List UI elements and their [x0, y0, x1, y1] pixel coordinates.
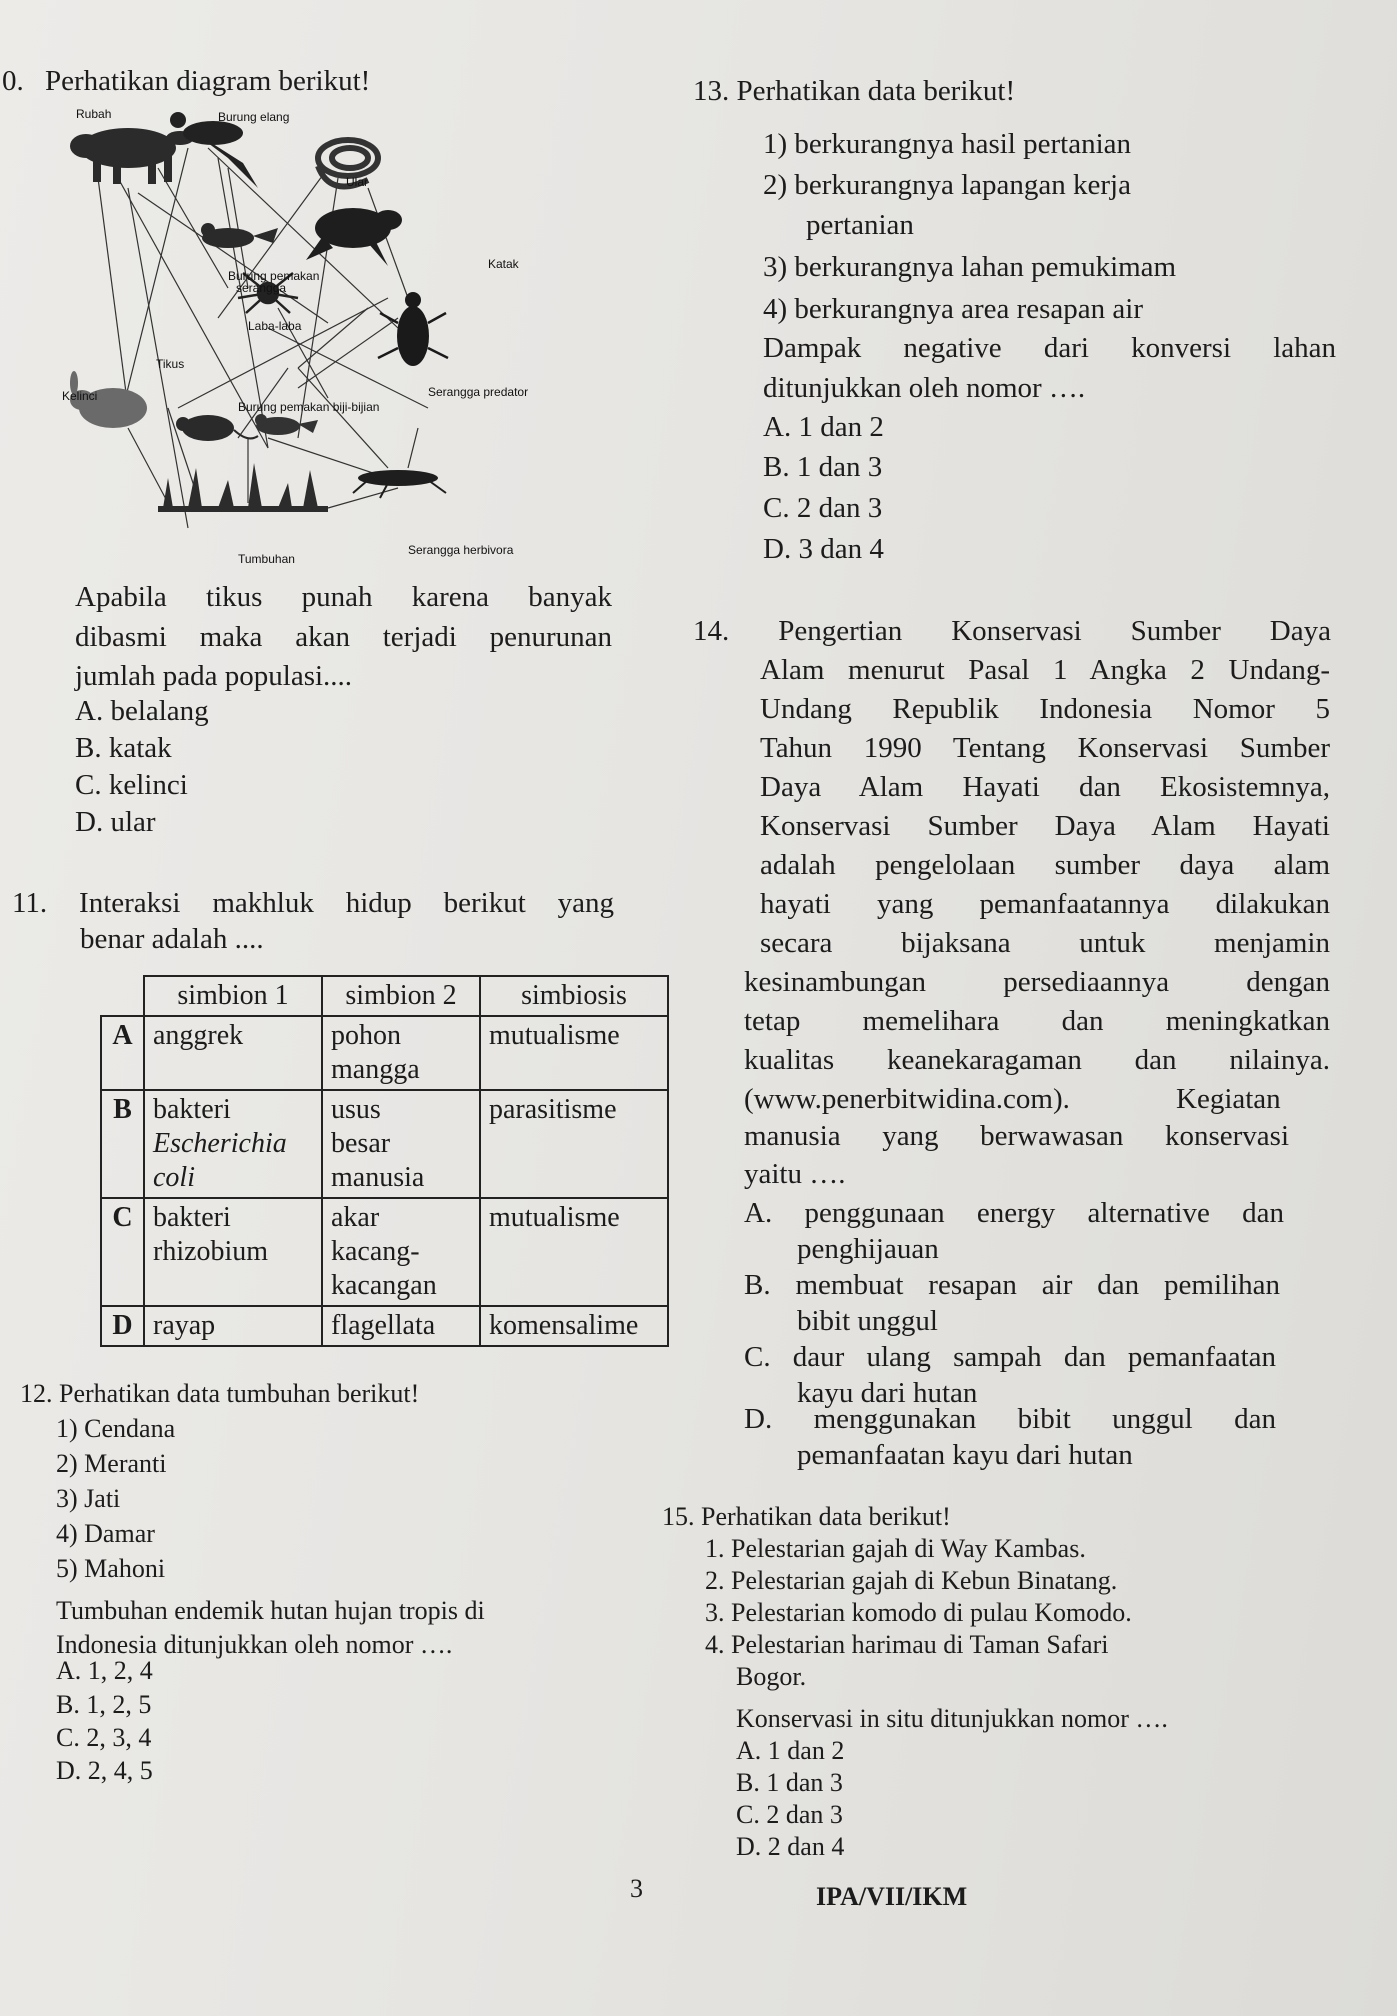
- q13-option-a: A. 1 dan 2: [763, 411, 884, 443]
- q14-line: Konservasi Sumber Daya Alam Hayati: [760, 810, 1330, 842]
- q14-option-c: C. daur ulang sampah dan pemanfaatan: [744, 1341, 1276, 1373]
- q14-line: tetap memelihara dan meningkatkan: [744, 1005, 1330, 1037]
- q14-line: Tahun 1990 Tentang Konservasi Sumber: [760, 732, 1330, 764]
- table-row: [101, 1016, 668, 1090]
- label-tumbuhan: Tumbuhan: [238, 552, 295, 566]
- q13-item: 4) berkurangnya area resapan air: [763, 293, 1144, 325]
- herbivore-insect-icon: [353, 470, 446, 498]
- row-simbion-2-line: usus: [331, 1094, 381, 1125]
- q10-stem-line-3: jumlah pada populasi....: [75, 660, 353, 692]
- q12-item: 3) Jati: [56, 1484, 121, 1513]
- row-key: D: [101, 1306, 144, 1346]
- q14-tail-line-1: manusia yang berwawasan konservasi: [744, 1120, 1289, 1152]
- header-simbion-1: simbion 1: [144, 976, 322, 1016]
- row-simbion-2: [322, 1016, 480, 1090]
- row-simbion-2-line: manusia: [331, 1162, 425, 1193]
- q14-option-a: A. penggunaan energy alternative dan: [744, 1197, 1284, 1229]
- row-simbion-2-line: pohon: [331, 1020, 401, 1051]
- row-simbion-2-line: akar: [331, 1202, 380, 1233]
- row-simbion-2: [322, 1090, 480, 1198]
- q13-stem-line-1: Dampak negative dari konversi lahan: [763, 332, 1336, 364]
- row-simbion-2-line: kacang-: [331, 1236, 420, 1267]
- row-simbion-1-line: bakteri: [153, 1094, 231, 1125]
- q14-link[interactable]: (www.penerbitwidina.com).: [744, 1083, 1070, 1115]
- row-simbion-2: flagellata: [322, 1306, 480, 1346]
- row-simbion-1-line: Escherichia: [153, 1128, 287, 1159]
- label-laba-laba: Laba-laba: [248, 319, 302, 333]
- q12-item: 5) Mahoni: [56, 1554, 166, 1583]
- q14-line: adalah pengelolaan sumber daya alam: [760, 849, 1330, 881]
- row-key: A: [101, 1016, 144, 1090]
- label-burung-pemakan-serangga-1: Burung pemakan: [228, 269, 320, 283]
- q13-item: 1) berkurangnya hasil pertanian: [763, 128, 1131, 160]
- q13-item: 3) berkurangnya lahan pemukimam: [763, 251, 1177, 283]
- q14-option-d: D. menggunakan bibit unggul dan: [744, 1403, 1276, 1435]
- q14-line: Alam menurut Pasal 1 Angka 2 Undang-: [760, 654, 1330, 686]
- q10-stem-line-1: Apabila tikus punah karena banyak: [75, 581, 612, 613]
- symbiosis-table: [100, 975, 669, 1347]
- q13-title: 13. Perhatikan data berikut!: [693, 75, 1016, 107]
- q14-line: 14. Pengertian Konservasi Sumber Daya: [693, 615, 1331, 647]
- table-row: [101, 1198, 668, 1306]
- seed-bird-icon: [255, 414, 318, 435]
- q15-item: 4. Pelestarian harimau di Taman Safari: [705, 1630, 1109, 1659]
- row-simbion-1: [144, 1198, 322, 1306]
- label-burung-pemakan-serangga-2: serangga: [236, 281, 287, 295]
- table-row: [101, 1306, 668, 1346]
- table-corner: [101, 976, 144, 1016]
- label-kelinci: Kelinci: [62, 389, 98, 403]
- label-serangga-predator: Serangga predator: [428, 385, 529, 399]
- q14-line: kualitas keanekaragaman dan nilainya.: [744, 1044, 1330, 1076]
- q15-option-c: C. 2 dan 3: [736, 1800, 843, 1829]
- row-simbion-1: rayap: [144, 1306, 322, 1346]
- q15-item: 1. Pelestarian gajah di Way Kambas.: [705, 1534, 1086, 1563]
- label-tikus: Tikus: [156, 357, 185, 371]
- page-number: 3: [630, 1874, 643, 1903]
- q11-line-2: benar adalah ....: [80, 923, 264, 955]
- row-simbion-1: anggrek: [144, 1016, 322, 1090]
- row-simbion-1-line: coli: [153, 1162, 195, 1193]
- q12-option-b: B. 1, 2, 5: [56, 1690, 152, 1719]
- label-serangga-herbivora: Serangga herbivora: [408, 543, 514, 557]
- q15-option-a: A. 1 dan 2: [736, 1736, 845, 1765]
- row-simbiosis: mutualisme: [480, 1016, 668, 1090]
- row-simbion-2: [322, 1198, 480, 1306]
- q10-stem-line-2: dibasmi maka akan terjadi penurunan: [75, 621, 612, 653]
- q14-line: secara bijaksana untuk menjamin: [760, 927, 1330, 959]
- row-simbiosis: mutualisme: [480, 1198, 668, 1306]
- food-web-arrows: [98, 148, 428, 528]
- document-code: IPA/VII/IKM: [816, 1882, 968, 1911]
- table-header-row: [101, 976, 668, 1016]
- q10-heading: [2, 62, 370, 100]
- q12-stem-line-1: Tumbuhan endemik hutan hujan tropis di: [56, 1596, 485, 1625]
- q14-option-b: B. membuat resapan air dan pemilihan: [744, 1269, 1280, 1301]
- q13-option-b: B. 1 dan 3: [763, 451, 883, 483]
- q10-option-a: A. belalang: [75, 695, 209, 727]
- q15-item: 2. Pelestarian gajah di Kebun Binatang.: [705, 1566, 1118, 1595]
- row-simbion-1-line: rhizobium: [153, 1236, 269, 1267]
- q15-item: 3. Pelestarian komodo di pulau Komodo.: [705, 1598, 1132, 1627]
- row-simbion-2-line: besar: [331, 1128, 391, 1159]
- q10-prompt: Perhatikan diagram berikut!: [45, 65, 371, 97]
- food-web-lines: [68, 108, 608, 576]
- q10-number: 0.: [2, 65, 24, 97]
- row-simbion-1-line: bakteri: [153, 1202, 231, 1233]
- q12-option-c: C. 2, 3, 4: [56, 1723, 152, 1752]
- row-simbion-2-line: kacangan: [331, 1270, 437, 1301]
- label-katak: Katak: [488, 257, 519, 271]
- q13-item-continuation: pertanian: [806, 209, 914, 241]
- q15-title: 15. Perhatikan data berikut!: [662, 1502, 951, 1531]
- header-simbiosis: simbiosis: [480, 976, 668, 1016]
- q14-line: Undang Republik Indonesia Nomor 5: [760, 693, 1330, 725]
- frog-icon: [306, 208, 402, 266]
- q12-item: 4) Damar: [56, 1519, 155, 1548]
- q14-tail-line-2: yaitu ….: [744, 1158, 846, 1190]
- q12-title: 12. Perhatikan data tumbuhan berikut!: [20, 1379, 420, 1408]
- row-simbion-1: [144, 1090, 322, 1198]
- q13-option-d: D. 3 dan 4: [763, 533, 884, 565]
- table-row: [101, 1090, 668, 1198]
- q14-option-d-cont: pemanfaatan kayu dari hutan: [797, 1439, 1133, 1471]
- q13-stem-line-2: ditunjukkan oleh nomor ….: [763, 372, 1086, 404]
- q15-item-continuation: Bogor.: [736, 1662, 807, 1691]
- q15-stem: Konservasi in situ ditunjukkan nomor ….: [736, 1704, 1168, 1733]
- label-burung-pemakan-biji: Burung pemakan biji-bijian: [238, 400, 380, 414]
- q14-line: kesinambungan persediaannya dengan: [744, 966, 1330, 998]
- q13-item: 2) berkurangnya lapangan kerja: [763, 169, 1131, 201]
- row-simbiosis: komensalime: [480, 1306, 668, 1346]
- predator-beetle-icon: [378, 292, 448, 366]
- q12-item: 1) Cendana: [56, 1414, 176, 1443]
- insectivore-bird-icon: [201, 223, 278, 248]
- q14-line: hayati yang pemanfaatannya dilakukan: [760, 888, 1330, 920]
- q14-option-a-cont: penghijauan: [797, 1233, 939, 1265]
- q10-option-d: D. ular: [75, 806, 156, 838]
- row-key: C: [101, 1198, 144, 1306]
- q14-link-tail: Kegiatan: [1176, 1083, 1281, 1115]
- label-burung-elang: Burung elang: [218, 110, 290, 124]
- q15-option-d: D. 2 dan 4: [736, 1832, 845, 1861]
- row-simbion-2-line: mangga: [331, 1054, 420, 1085]
- q15-option-b: B. 1 dan 3: [736, 1768, 843, 1797]
- header-simbion-2: simbion 2: [322, 976, 480, 1016]
- q12-stem-line-2: Indonesia ditunjukkan oleh nomor ….: [56, 1630, 453, 1659]
- q12-option-d: D. 2, 4, 5: [56, 1756, 153, 1785]
- q14-option-c-cont: kayu dari hutan: [797, 1377, 978, 1409]
- row-simbiosis: parasitisme: [480, 1090, 668, 1198]
- q14-option-b-cont: bibit unggul: [797, 1305, 938, 1337]
- fox-icon: [70, 128, 194, 184]
- q14-line: Daya Alam Hayati dan Ekosistemnya,: [760, 771, 1330, 803]
- label-ular: Ular: [346, 175, 369, 189]
- row-key: B: [101, 1090, 144, 1198]
- q12-option-a: A. 1, 2, 4: [56, 1656, 153, 1685]
- q10-option-c: C. kelinci: [75, 769, 188, 801]
- q11-line-1: 11. Interaksi makhluk hidup berikut yang: [12, 887, 614, 919]
- q10-option-b: B. katak: [75, 732, 172, 764]
- q12-item: 2) Meranti: [56, 1449, 167, 1478]
- q13-option-c: C. 2 dan 3: [763, 492, 883, 524]
- label-rubah: Rubah: [76, 107, 112, 121]
- food-web-diagram: [62, 107, 608, 576]
